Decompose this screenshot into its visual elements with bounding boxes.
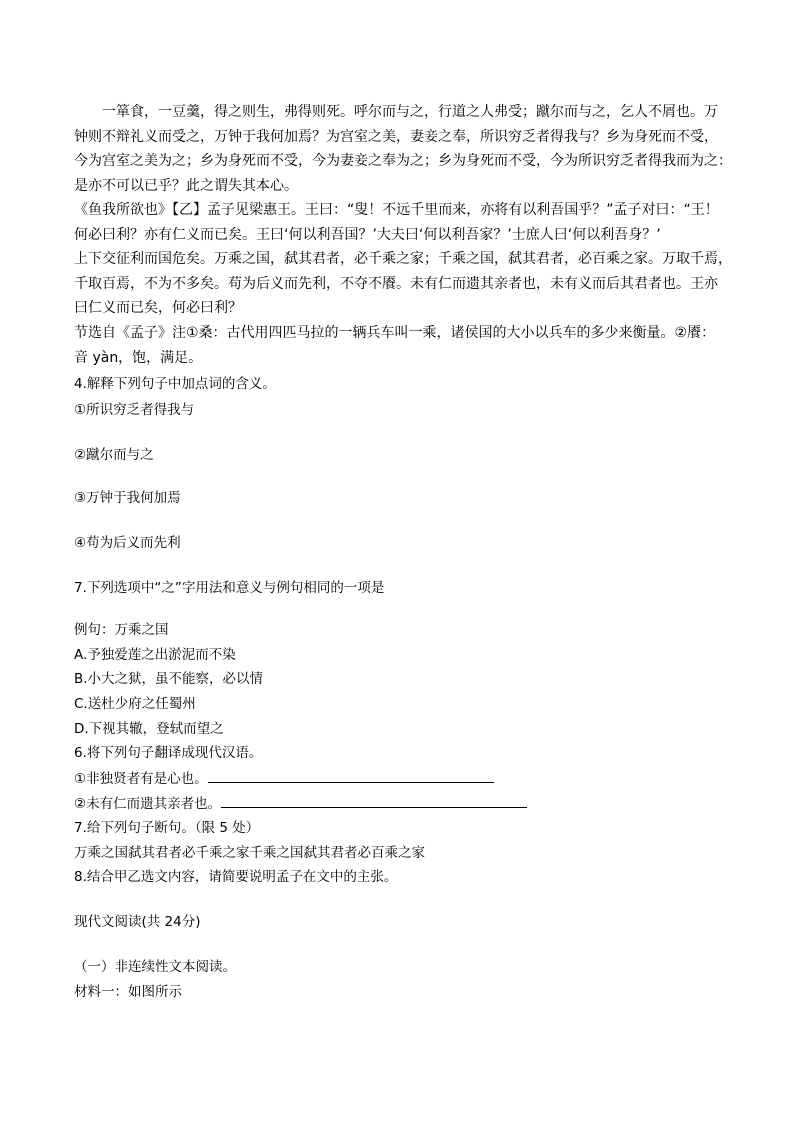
answer-blank-1[interactable] (208, 768, 494, 783)
text-line: 《鱼我所欲也》【乙】孟子见梁惠王。王曰：“叟！不远千里而来，亦将有以利吾国乎？”孟子对曰：“王！ (74, 202, 719, 218)
question-7b-text: 万乘之国弑其君者必千乘之家千乘之国弑其君者必百乘之家 (74, 845, 425, 861)
answer-blank-2[interactable] (221, 793, 527, 808)
question-7-title: 7.下列选项中“之”字用法和意义与例句相同的一项是 (74, 580, 385, 596)
text-line: 音 yàn，饱，满足。 (74, 349, 203, 366)
material-one-label: 材料一：如图所示 (74, 984, 182, 1000)
question-4-item-1: ①所识穷乏者得我与 (74, 402, 195, 418)
text-line: 节选自《孟子》注①桑：古代用四匹马拉的一辆兵车叫一乘，诸侯国的大小以兵车的多少来衡量。②餍： (74, 325, 716, 341)
question-4-item-3: ③万钟于我何加焉 (74, 490, 181, 506)
question-6-item-1-text: ①非独贤者有是心也。 (74, 771, 208, 787)
modern-reading-heading: 现代文阅读(共 24分) (74, 914, 201, 930)
question-6-item-2-text: ②未有仁而遗其亲者也。 (74, 796, 222, 812)
text-line: 今为宫室之美为之；乡为身死而不受，今为妻妾之奉为之；乡为身死而不受，今为所识穷乏者得我而为之： (74, 153, 732, 169)
option-c: C.送杜少府之任蜀州 (74, 696, 196, 712)
text-line: 曰仁义而已矣，何必曰利？ (74, 300, 242, 316)
option-a: A.予独爱莲之出淤泥而不染 (74, 647, 236, 663)
question-4-item-2: ②蹴尔而与之 (74, 447, 154, 463)
passage-paragraph-2 (74, 198, 732, 321)
modern-reading-subheading: （一）非连续性文本阅读。 (74, 959, 236, 975)
question-4-item-4: ④苟为后义而先利 (74, 535, 181, 551)
question-6-item-2 (74, 793, 527, 814)
text-line: 上下交征利而国危矣。万乘之国，弑其君者，必千乘之家；千乘之国，弑其君者，必百乘之家。万取千焉， (74, 251, 732, 267)
option-d: D.下视其辙，登轼而望之 (74, 721, 224, 737)
text-line: 何必曰利？亦有仁义而已矣。王曰‘何以利吾国？’大夫曰‘何以利吾家？’士庶人曰‘何以利吾身？’ (74, 226, 661, 243)
question-7b-title: 7.给下列句子断句。（限 5 处） (74, 820, 260, 836)
passage-note (74, 321, 722, 370)
question-4-title: 4.解释下列句子中加点词的含义。 (74, 376, 276, 392)
text-line: 千取百焉，不为不多矣。苟为后义而先利，不夺不餍。未有仁而遗其亲者也，未有义而后其君者也。王亦 (74, 275, 718, 292)
question-7-example: 例句：万乘之国 (74, 622, 169, 638)
option-b: B.小大之狱，虽不能察，必以情 (74, 671, 264, 687)
text-line: 一箪食，一豆羹，得之则生，弗得则死。呼尔而与之，行道之人弗受；蹴尔而与之，乞人不屑也。万 (102, 104, 718, 120)
question-8-title: 8.结合甲乙选文内容，请简要说明孟子在文中的主张。 (74, 869, 398, 885)
text-line: 钟则不辩礼义而受之，万钟于我何加焉？为宫室之美，妻妾之奉，所识穷乏者得我与？乡为身死而不受， (74, 128, 718, 145)
passage-paragraph-1 (74, 100, 732, 198)
question-6-title: 6.将下列句子翻译成现代汉语。 (74, 745, 263, 761)
question-6-item-1 (74, 768, 494, 789)
text-line: 是亦不可以已乎？此之谓失其本心。 (74, 177, 298, 194)
